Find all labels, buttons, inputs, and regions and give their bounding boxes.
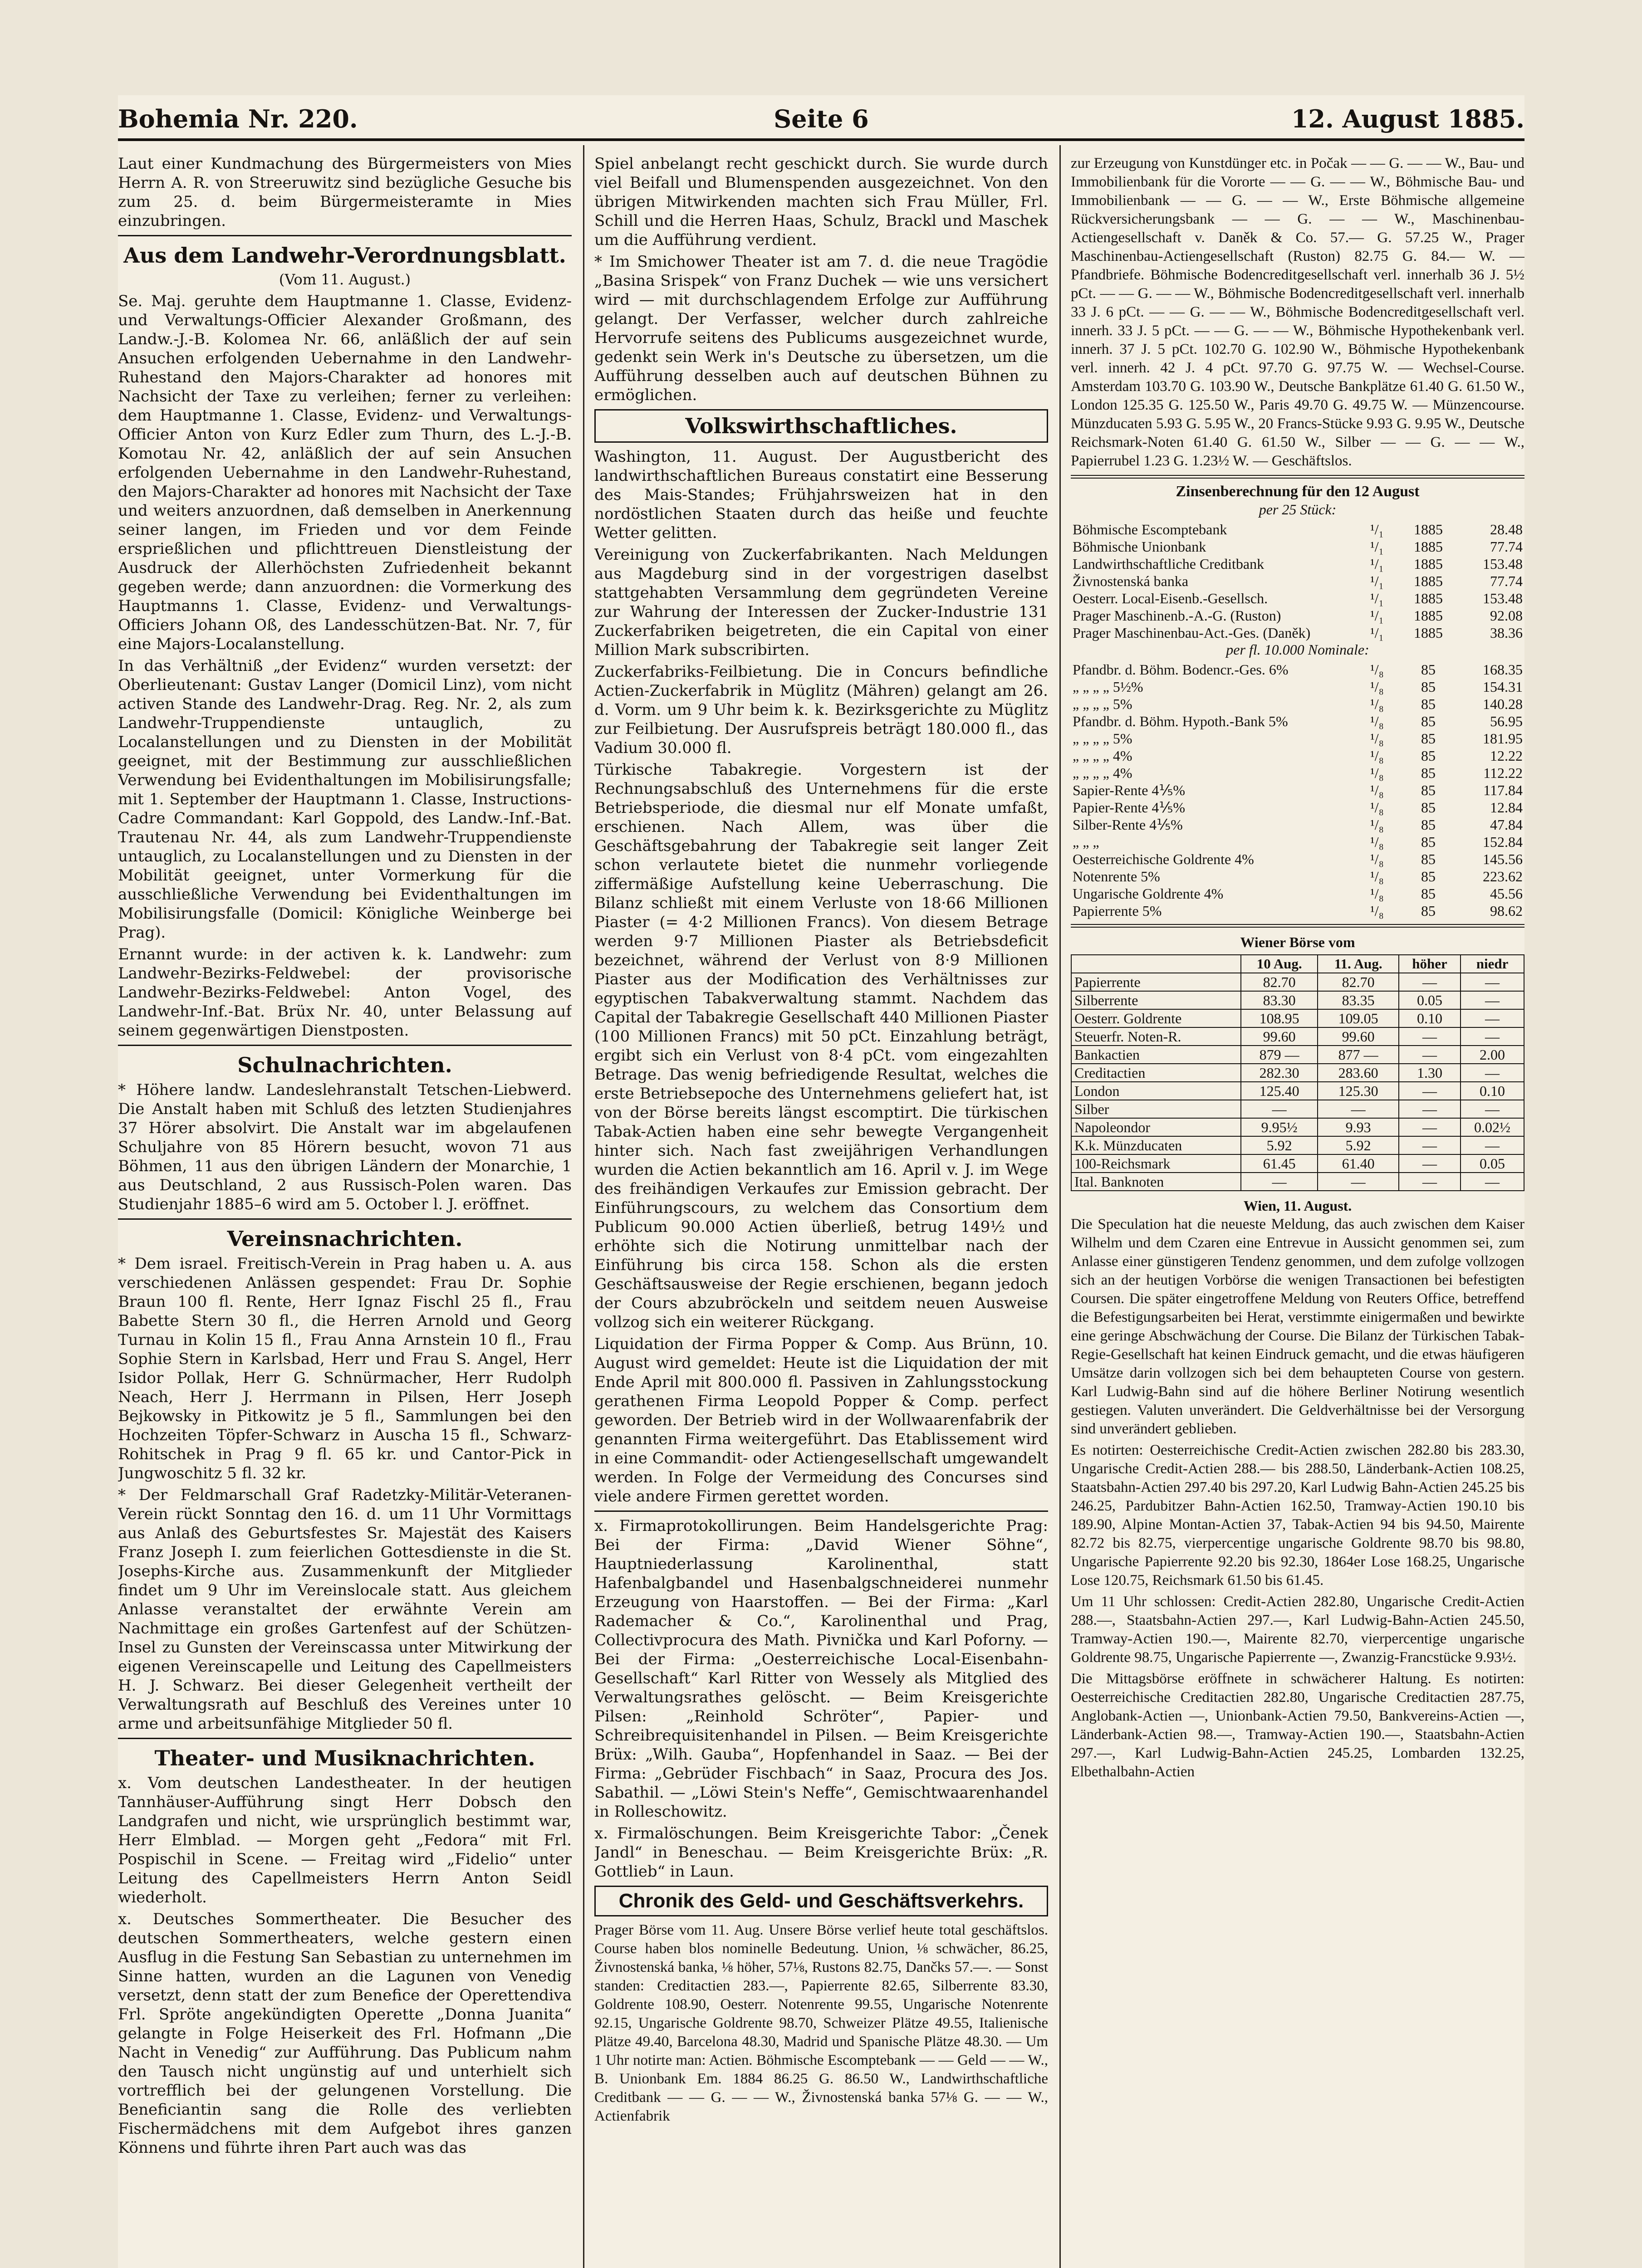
table-cell: 1885 xyxy=(1414,556,1443,572)
section-title: Aus dem Landwehr-Verordnungsblatt. xyxy=(123,243,566,268)
newspaper-page xyxy=(118,95,1524,2268)
table-cell: 2.00 xyxy=(1461,1046,1524,1064)
table-cell: — xyxy=(1461,991,1524,1009)
table-cell: 5.92 xyxy=(1318,1136,1399,1154)
page-number: Seite 6 xyxy=(774,104,869,133)
table-cell: 283.60 xyxy=(1318,1064,1399,1082)
interest-table xyxy=(1071,521,1524,641)
table-row xyxy=(1071,695,1524,713)
article-text: Liquidation der Firma Popper & Comp. Aus Brünn, 10. August wird gemeldet: Heute ist die Liquidation der mit Ende April mit 800.000 fl. Passiven in Zahlungsstockung gerathenen Firma Leopold Popper & Comp. perfect geworden. Der Betrieb wird in der Wollwaarenfabrik der genannten Firma weitergeführt. Das Etablissement wird in eine Commandit- oder Actiengesellschaft umgewandelt werden. In Folge der Vermeidung des Concurses sind viele andere Firmen gerettet worden. xyxy=(594,1335,1048,1505)
table-cell: 9.95½ xyxy=(1241,1118,1318,1136)
column-header: niedr xyxy=(1461,955,1524,973)
table-cell: 5.92 xyxy=(1241,1136,1318,1154)
table-cell: 77.74 xyxy=(1490,573,1523,589)
table-row xyxy=(1071,1064,1524,1082)
table-cell: — xyxy=(1399,1136,1461,1154)
table-cell: 145.56 xyxy=(1483,851,1523,867)
table-row xyxy=(1071,782,1524,799)
table-cell: Pfandbr. d. Böhm. Hypoth.-Bank 5% xyxy=(1073,713,1288,729)
table-cell: — xyxy=(1461,1064,1524,1082)
table-cell: 85 xyxy=(1421,799,1436,816)
table-row xyxy=(1071,747,1524,764)
table-subtitle: per fl. 10.000 Nominale: xyxy=(1226,641,1369,658)
table-cell: — xyxy=(1399,1173,1461,1191)
table-row xyxy=(1071,555,1524,572)
table-cell: Oesterr. Goldrente xyxy=(1071,1009,1241,1027)
page-header xyxy=(118,95,1524,141)
table-cell: 85 xyxy=(1421,903,1436,919)
article-text: Laut einer Kundmachung des Bürgermeisters von Mies Herrn A. R. von Streeruwitz sind bezügliche Gesuche bis zum 25. d. beim Bürgermeisteramte in Mies einzubringen. xyxy=(118,155,572,230)
table-row xyxy=(1071,1100,1524,1118)
section-title: Chronik des Geld- und Geschäftsverkehrs. xyxy=(618,1890,1024,1912)
table-cell: Živnostenská banka xyxy=(1073,573,1189,589)
divider xyxy=(1071,924,1524,928)
table-cell: Böhmische Unionbank xyxy=(1073,538,1206,555)
table-cell: ¹/₈ xyxy=(1370,816,1384,833)
table-cell: Papier-Rente 4⅕% xyxy=(1073,799,1186,816)
table-cell: 152.84 xyxy=(1483,834,1523,850)
table-cell: 85 xyxy=(1421,868,1436,885)
table-cell: 85 xyxy=(1421,765,1436,781)
table-cell: 0.10 xyxy=(1399,1009,1461,1027)
table-row xyxy=(1071,991,1524,1009)
column-header: 10 Aug. xyxy=(1241,955,1318,973)
dateline: Wien, 11. August. xyxy=(1243,1198,1352,1214)
table-cell: 47.84 xyxy=(1490,816,1523,833)
table-row xyxy=(1071,850,1524,868)
table-cell: 108.95 xyxy=(1241,1009,1318,1027)
table-cell: ¹/₈ xyxy=(1370,696,1384,712)
table-cell: 168.35 xyxy=(1483,661,1523,678)
table-cell: „ „ „ „ 5% xyxy=(1073,730,1132,747)
table-cell: 85 xyxy=(1421,782,1436,798)
table-cell: 1885 xyxy=(1414,590,1443,606)
column-rule xyxy=(583,145,584,2268)
table-cell: 100-Reichsmark xyxy=(1071,1154,1241,1173)
table-cell: Oesterr. Local-Eisenb.-Gesellsch. xyxy=(1073,590,1268,606)
table-cell: Steuerfr. Noten-R. xyxy=(1071,1027,1241,1046)
divider xyxy=(1071,475,1524,479)
table-row xyxy=(1071,816,1524,833)
table-cell: 282.30 xyxy=(1241,1064,1318,1082)
table-cell: ¹/₁ xyxy=(1370,607,1384,624)
table-cell: 1885 xyxy=(1414,538,1443,555)
table-cell: 181.95 xyxy=(1483,730,1523,747)
article-text: x. Deutsches Sommertheater. Die Besucher des deutschen Sommertheaters, welche gestern einen Ausflug in die Festung San Sebastian zu unternehmen im Sinne hatten, wurden an die Lagunen von Venedig versetzt, denn statt der zum Benefice der Operettendiva Frl. Spröte angekündigten Operette „Donna Juanita“ gelangte in Folge Heiserkeit des Frl. Hofmann „Die Nacht in Venedig“ zur Aufführung. Das Publicum nahm den Tausch nicht ungünstig auf und unterhielt sich vortrefflich bei der gelungenen Vorstellung. Die Beneficiantin sang die Rolle des verliebten Fischermädchens mit dem Aufgebot ihres ganzen Könnens und führte ihren Part auch was das xyxy=(118,1910,572,2157)
table-cell: 45.56 xyxy=(1490,885,1523,902)
table-cell: — xyxy=(1461,973,1524,991)
section-title: Schulnachrichten. xyxy=(237,1053,452,1077)
table-cell: 85 xyxy=(1421,885,1436,902)
table-cell: K.k. Münzducaten xyxy=(1071,1136,1241,1154)
table-cell: — xyxy=(1399,1046,1461,1064)
article-text: x. Firmalöschungen. Beim Kreisgerichte Tabor: „Čenek Jandl“ in Beneschau. — Beim Kreisgerichte Brüx: „R. Gottlieb“ in Laun. xyxy=(594,1824,1048,1881)
dateline: (Vom 11. August.) xyxy=(279,271,411,288)
article-text: Prager Börse vom 11. Aug. Unsere Börse verlief heute total geschäftslos. Course haben blos nominelle Bedeutung. Union, ⅛ schwächer, 86.25, Živnostenská banka, ⅛ höher, 57⅛, Rustons 82.75, Dančks 57.—. — Sonst standen: Creditactien 283.—, Papierrente 82.65, Silberrente 83.30, Goldrente 108.90, Oesterr. Notenrente 99.55, Ungarische Notenrente 92.15, Ungarische Goldrente 98.70, Schweizer Plätze 49.55, Italienische Plätze 49.40, Barcelona 48.30, Madrid und Spanische Plätze 48.30. — Um 1 Uhr notirte man: Actien. Böhmische Escomptebank — — Geld — — W., B. Unionbank Em. 1884 86.25 G. 86.50 W., Landwirthschaftliche Creditbank — — G. — — W., Živnostenská banka 57⅛ G. — — W., Actienfabrik xyxy=(594,1922,1048,2124)
table-cell: 38.36 xyxy=(1490,625,1523,641)
article-text: * Höhere landw. Landeslehranstalt Tetschen-Liebwerd. Die Anstalt haben mit Schluß des letzten Studienjahres 37 Hörer absolvirt. Die Anstalt war im abgelaufenen Schuljahre von 85 Hörern besucht, wovon 71 aus Böhmen, 11 aus den übrigen Ländern der Monarchie, 1 aus Deutschland, 2 aus Russisch-Polen waren. Das Studienjahr 1885–6 wird am 5. October l. J. eröffnet. xyxy=(118,1081,572,1213)
table-cell: 223.62 xyxy=(1483,868,1523,885)
column-1 xyxy=(118,154,572,2268)
table-cell: — xyxy=(1318,1100,1399,1118)
section-title: Volkswirthschaftliches. xyxy=(685,414,957,438)
column-rule xyxy=(1059,145,1061,2268)
table-row xyxy=(1071,1082,1524,1100)
table-row xyxy=(1071,868,1524,885)
article-text: Spiel anbelangt recht geschickt durch. Sie wurde durch viel Beifall und Blumenspenden ausgezeichnet. Von den übrigen Mitwirkenden machten sich Frau Müller, Frl. Schill und die Herren Haas, Schulz, Brackl und Maschek um die Aufführung verdient. xyxy=(594,155,1048,249)
table-cell: ¹/₈ xyxy=(1370,765,1384,781)
table-cell: 117.84 xyxy=(1483,782,1523,798)
table-cell: Silberrente xyxy=(1071,991,1241,1009)
table-cell: 83.35 xyxy=(1318,991,1399,1009)
table-row xyxy=(1071,661,1524,678)
table-row xyxy=(1071,1173,1524,1191)
table-cell: 0.05 xyxy=(1461,1154,1524,1173)
table-row xyxy=(1071,799,1524,816)
table-cell: Landwirthschaftliche Creditbank xyxy=(1073,556,1265,572)
table-cell: — xyxy=(1461,1009,1524,1027)
table-cell: 1885 xyxy=(1414,625,1443,641)
section-title: Vereinsnachrichten. xyxy=(227,1227,463,1251)
table-cell: Silber xyxy=(1071,1100,1241,1118)
table-cell: — xyxy=(1241,1100,1318,1118)
vienna-exchange-table xyxy=(1071,954,1524,1191)
table-cell: Ital. Banknoten xyxy=(1071,1173,1241,1191)
table-cell: 99.60 xyxy=(1241,1027,1318,1046)
table-cell: — xyxy=(1399,1027,1461,1046)
table-cell: ¹/₈ xyxy=(1370,782,1384,798)
table-cell: ¹/₈ xyxy=(1370,868,1384,885)
article-text: * Im Smichower Theater ist am 7. d. die neue Tragödie „Basina Srispek“ von Franz Duchek — wie uns versichert wird — mit durchschlagendem Erfolge zur Aufführung gelangt. Der Verfasser, welcher durch zahlreiche Hervorrufe seitens des Publicums ausgezeichnet wurde, gedenkt sein Werk in's Deutsche zu übersetzen, um die Aufführung desselben auch auf deutschen Bühnen zu ermöglichen. xyxy=(594,253,1048,404)
table-cell: Napoleondor xyxy=(1071,1118,1241,1136)
table-cell: — xyxy=(1399,1154,1461,1173)
table-cell: Papierrente xyxy=(1071,973,1241,991)
table-row xyxy=(1071,730,1524,747)
table-cell: 85 xyxy=(1421,713,1436,729)
table-cell: Prager Maschinenb.-A.-G. (Ruston) xyxy=(1073,607,1281,624)
article-text: Zuckerfabriks-Feilbietung. Die in Concurs befindliche Actien-Zuckerfabrik in Müglitz (Mähren) gelangt am 26. d. Vorm. um 9 Uhr beim k. k. Bezirksgerichte zu Müglitz zur Feilbietung. Der Ausrufspreis beträgt 180.000 fl., das Vadium 30.000 fl. xyxy=(594,663,1048,757)
table-cell: — xyxy=(1461,1027,1524,1046)
table-cell: „ „ „ „ 4% xyxy=(1073,765,1132,781)
table-cell: 125.40 xyxy=(1241,1082,1318,1100)
table-cell: Pfandbr. d. Böhm. Bodencr.-Ges. 6% xyxy=(1073,661,1289,678)
table-cell: Silber-Rente 4⅕% xyxy=(1073,816,1183,833)
article-text: Die Speculation hat die neueste Meldung, das auch zwischen dem Kaiser Wilhelm und dem Czaren eine Entrevue in Aussicht genommen sei, zum Anlasse einer günstigeren Tendenz genommen, und dem zufolge vollzogen sich an der heutigen Vorbörse die wenigen Transactionen bei befestigten Coursen. Die später eingetroffene Meldung von Reuters Office, betreffend die Befestigungsarbeiten bei Herat, verstimmte einigermaßen und bewirkte eine geringe Abschwächung der Course. Die Bilanz der Türkischen Tabak-Regie-Gesellschaft hat keinen Eindruck gemacht, und die etwas häufigeren Umsätze darin vollzogen sich bei dem behaupteten Course von gestern. Karl Ludwig-Bahn sind auf die höhere Berliner Notirung wesentlich gestiegen. Valuten unverändert. Die Geldverhältnisse bei der Versorgung sind unverändert geblieben. xyxy=(1071,1216,1524,1437)
table-cell: Ungarische Goldrente 4% xyxy=(1073,885,1224,902)
table-cell: 85 xyxy=(1421,816,1436,833)
table-row xyxy=(1071,713,1524,730)
table-cell: 1.30 xyxy=(1399,1064,1461,1082)
table-row xyxy=(1071,521,1524,538)
table-cell: 1885 xyxy=(1414,607,1443,624)
table-cell: 877 — xyxy=(1318,1046,1399,1064)
table-cell: 83.30 xyxy=(1241,991,1318,1009)
table-cell: ¹/₈ xyxy=(1370,661,1384,678)
section-title-box xyxy=(594,409,1048,443)
table-row xyxy=(1071,973,1524,991)
article-text: Ernannt wurde: in der activen k. k. Landwehr: zum Landwehr-Bezirks-Feldwebel: der provisorische Landwehr-Bezirks-Feldwebel: Anton Vogel, des Landwehr-Inf.-Bat. Brüx Nr. 40, unter Belassung auf seinem gegenwärtigen Dienstposten. xyxy=(118,945,572,1040)
article-text: Um 11 Uhr schlossen: Credit-Actien 282.80, Ungarische Credit-Actien 288.—, Staatsbahn-Actien 297.—, Karl Ludwig-Bahn-Actien 245.50, Tramway-Actien 190.—, Mairente 82.70, vierpercentige ungarische Goldrente 98.75, Ungarische Papierrente —, Zwanzig-Francstücke 9.93½. xyxy=(1071,1593,1524,1666)
column-header: 11. Aug. xyxy=(1318,955,1399,973)
table-cell: 85 xyxy=(1421,696,1436,712)
table-cell: 82.70 xyxy=(1318,973,1399,991)
table-cell: ¹/₈ xyxy=(1370,799,1384,816)
table-cell: ¹/₁ xyxy=(1370,590,1384,606)
divider xyxy=(118,235,572,236)
article-text: Vereinigung von Zuckerfabrikanten. Nach Meldungen aus Magdeburg sind in der vorgestrigen daselbst stattgehabten Versammlung dem gegründeten Vereine zur Wahrung der Interessen der Zucker-Industrie 131 Zuckerfabriken beigetreten, die ein Capital von einer Million Mark subscribirten. xyxy=(594,546,1048,659)
table-cell: 9.93 xyxy=(1318,1118,1399,1136)
table-row xyxy=(1071,885,1524,902)
table-cell: — xyxy=(1399,1100,1461,1118)
table-row xyxy=(1071,607,1524,624)
article-text: zur Erzeugung von Kunstdünger etc. in Počak — — G. — — W., Bau- und Immobilienbank für die Vororte — — G. — — W., Böhmische Bau- und Immobilienbank — — G. — — W., Erste Böhmische allgemeine Rückversicherungsbank — — G. — — W., Maschinenbau-Actiengesellschaft v. Daněk & Co. 57.— G. 57.25 W., Prager Maschinenbau-Actiengesellschaft (Ruston) 82.75 G. 84.— W. — Pfandbriefe. Böhmische Bodencreditgesellschaft verl. innerhalb 36 J. 5½ pCt. — — G. — — W., Böhmische Bodencreditgesellschaft verl. innerhalb 33 J. 6 pCt. — — G. — — W., Böhmische Bodencreditgesellschaft verl. innerh. 33 J. 5 pCt. — — G. — — W., Böhmische Hypothekenbank verl. innerh. 37 J. 5 pCt. 102.70 G. 102.90 W., Böhmische Hypothekenbank verl. innerh. 42 J. 4 pCt. 97.70 G. 97.75 W. — Wechsel-Course. Amsterdam 103.70 G. 103.90 W., Deutsche Bankplätze 61.40 G. 61.50 W., London 125.35 G. 125.50 W., Paris 49.70 G. 49.75 W. — Münzencourse. Münzducaten 5.93 G. 5.95 W., 20 Francs-Stücke 9.93 G. 9.95 W., Deutsche Reichsmark-Noten 61.40 G. 61.50 W., Silber — — G. — — W., Papierrubel 1.23 G. 1.23½ W. — Geschäftslos. xyxy=(1071,155,1524,469)
table-row xyxy=(1071,1136,1524,1154)
table-cell: 153.48 xyxy=(1483,556,1523,572)
table-cell: „ „ „ „ 5% xyxy=(1073,696,1132,712)
table-cell: 125.30 xyxy=(1318,1082,1399,1100)
table-cell: 154.31 xyxy=(1483,679,1523,695)
table-cell: 77.74 xyxy=(1490,538,1523,555)
section-title-box xyxy=(594,1886,1048,1916)
table-cell: 879 — xyxy=(1241,1046,1318,1064)
table-cell: 85 xyxy=(1421,730,1436,747)
article-text: Die Mittagsbörse eröffnete in schwächerer Haltung. Es notirten: Oesterreichische Creditactien 282.80, Ungarische Creditactien 287.75, Anglobank-Actien —, Unionbank-Actien 79.50, Bankvereins-Actien —, Länderbank-Actien 98.—, Tramway-Actien 190.—, Staatsbahn-Actien 297.—, Karl Ludwig-Bahn-Actien 245.25, Lombarden 132.25, Elbethalbahn-Actien xyxy=(1071,1671,1524,1780)
table-row xyxy=(1071,764,1524,782)
table-cell: ¹/₈ xyxy=(1370,834,1384,850)
table-cell: 85 xyxy=(1421,661,1436,678)
table-cell: Notenrente 5% xyxy=(1073,868,1160,885)
table-cell: Sapier-Rente 4⅕% xyxy=(1073,782,1186,798)
table-cell: 85 xyxy=(1421,748,1436,764)
table-cell: ¹/₁ xyxy=(1370,556,1384,572)
table-cell: ¹/₈ xyxy=(1370,713,1384,729)
table-cell: — xyxy=(1461,1173,1524,1191)
table-cell: ¹/₈ xyxy=(1370,730,1384,747)
table-cell: 56.95 xyxy=(1490,713,1523,729)
paper-issue: Bohemia Nr. 220. xyxy=(118,104,358,133)
column-3 xyxy=(1071,154,1524,2268)
table-cell: Creditactien xyxy=(1071,1064,1241,1082)
divider xyxy=(118,1218,572,1220)
table-cell: — xyxy=(1399,973,1461,991)
table-cell: 82.70 xyxy=(1241,973,1318,991)
table-cell: Oesterreichische Goldrente 4% xyxy=(1073,851,1254,867)
table-cell: ¹/₈ xyxy=(1370,679,1384,695)
table-cell: ¹/₁ xyxy=(1370,573,1384,589)
table-cell: ¹/₈ xyxy=(1370,851,1384,867)
table-title: Zinsenberechnung für den 12 August xyxy=(1176,483,1420,500)
table-subtitle: per 25 Stück: xyxy=(1259,501,1337,518)
table-cell: 153.48 xyxy=(1483,590,1523,606)
table-row xyxy=(1071,1046,1524,1064)
divider xyxy=(118,1738,572,1739)
table-cell: 85 xyxy=(1421,851,1436,867)
table-cell: 0.05 xyxy=(1399,991,1461,1009)
table-cell: 0.02½ xyxy=(1461,1118,1524,1136)
table-row xyxy=(1071,590,1524,607)
section-title: Theater- und Musiknachrichten. xyxy=(154,1746,535,1770)
table-row xyxy=(1071,1154,1524,1173)
article-text: x. Firmaprotokollirungen. Beim Handelsgerichte Prag: Bei der Firma: „David Wiener Söhne“, Hauptniederlassung Karolinenthal, statt Hafenbalgbandel und Hasenbalgschneiderei nunmehr Erzeugung von Haarstoffen. — Bei der Firma: „Karl Rademacher & Co.“, Karolinenthal und Prag, Collectivprocura des Math. Pivnička und Karl Poforny. — Bei der Firma: „Oesterreichische Local-Eisenbahn-Gesellschaft“ Karl Ritter von Wessely als Mitglied des Verwaltungsrathes gelöscht. — Beim Kreisgerichte Pilsen: „Reinhold Schröter“, Papier- und Schreibrequisitenhandel in Pilsen. — Beim Kreisgerichte Brüx: „Wilh. Gauba“, Hopfenhandel in Saaz. — Bei der Firma: „Gebrüder Fischbach“ in Saaz, Procura des Jos. Sabathil. — „Löwi Stein's Neffe“, Gemischtwaarenhandel in Rolleschowitz. xyxy=(594,1517,1048,1821)
table-cell: 85 xyxy=(1421,834,1436,850)
table-cell: — xyxy=(1461,1136,1524,1154)
table-row xyxy=(1071,902,1524,919)
header-rule xyxy=(118,138,1524,141)
article-text: Türkische Tabakregie. Vorgestern ist der Rechnungsabschluß des Unternehmens für die erste Betriebsperiode, die diesmal nur elf Monate umfaßt, erschienen. Nach Allem, was über die Geschäftsgebahrung der Tabakregie seit langer Zeit schon verlautete bietet die nunmehr vorliegende ziffermäßige Aufstellung keine Ueberraschung. Die Bilanz schließt mit einem Verluste von 18·66 Millionen Piaster (= 4·2 Millionen Francs). Von diesem Betrage werden 9·7 Millionen Piaster als Betriebsdeficit bezeichnet, während der Verlust von 8·9 Millionen Piaster aus der Modification des Verhältnisses zur egyptischen Tabakverwaltung stammt. Nachdem das Capital der Tabakregie Gesellschaft 440 Millionen Piaster (100 Millionen Francs) mit 50 pCt. Einzahlung beträgt, ergibt sich ein Verlust von 8·4 pCt. vom eingezahlten Betrage. Das wenig befriedigende Resultat, welches die erste Betriebsepoche des Unternehmens geliefert hat, ist von der Börse bereits längst escomptirt. Die türkischen Tabak-Actien haben eine sehr bewegte Vergangenheit hinter sich. Nach fast zweijährigen Verhandlungen wurden die Actien bekanntlich am 16. April v. J. im Wege des freihändigen Verkaufes zur Emission gebracht. Der Einführungscours, zu welchem das Consortium dem Publicum 90.000 Actien überließ, betrug 149½ und erhöhte sich die Notirung unmittelbar nach der Einführung bis circa 158. Schon als die ersten Geschäftsausweise der Regie erschienen, begann jedoch der Cours abzubröckeln und seitdem neuen Ausweise vollzog sich ein weiterer Rückgang. xyxy=(594,761,1048,1331)
table-cell: Böhmische Escomptebank xyxy=(1073,521,1227,538)
divider xyxy=(118,1045,572,1046)
divider xyxy=(594,1510,1048,1512)
article-text: * Dem israel. Freitisch-Verein in Prag haben u. A. aus verschiedenen Anlässen gespendet: Frau Dr. Sophie Braun 100 fl. Rente, Herr Ignaz Fischl 25 fl., Frau Babette Stern 30 fl., die Herren Arnold und Georg Turnau in Kolin 15 fl., Frau Anna Arnstein 10 fl., Frau Sophie Stern in Karlsbad, Herr und Frau S. Angel, Herr Isidor Pollak, Herr G. Schnürmacher, Herr Rudolph Neach, Herr J. Herrmann in Pilsen, Herr Joseph Bejkowsky in Pitkowitz je 5 fl., Sammlungen bei den Hochzeiten Töpfer-Schwarz in Auscha 15 fl., Schwarz-Rohitschek in Prag 9 fl. 65 kr. und Cantor-Pick in Jungwoschitz 5 fl. 32 kr. xyxy=(118,1255,572,1482)
interest-table xyxy=(1071,661,1524,919)
table-title: Wiener Börse vom xyxy=(1240,934,1355,950)
table-cell: 1885 xyxy=(1414,573,1443,589)
table-cell: 28.48 xyxy=(1490,521,1523,538)
table-cell: 12.22 xyxy=(1490,748,1523,764)
table-cell: Papierrente 5% xyxy=(1073,903,1162,919)
table-cell: 140.28 xyxy=(1483,696,1523,712)
table-cell: Prager Maschinenbau-Act.-Ges. (Daněk) xyxy=(1073,625,1311,641)
table-cell: 109.05 xyxy=(1318,1009,1399,1027)
table-cell: „ „ „ „ 5½% xyxy=(1073,679,1143,695)
table-cell: 61.45 xyxy=(1241,1154,1318,1173)
table-row xyxy=(1071,1009,1524,1027)
table-cell: — xyxy=(1399,1118,1461,1136)
table-cell: — xyxy=(1318,1173,1399,1191)
table-cell: — xyxy=(1399,1082,1461,1100)
table-cell: 1885 xyxy=(1414,521,1443,538)
article-text: * Der Feldmarschall Graf Radetzky-Militär-Veteranen-Verein rückt Sonntag den 16. d. um 11 Uhr Vormittags aus Anlaß des Geburtsfestes Sr. Majestät des Kaisers Franz Joseph I. zum feierlichen Gottesdienste in die St. Josephs-Kirche aus. Zusammenkunft der Mitglieder findet um 9 Uhr im Vereinslocale statt. Aus gleichem Anlasse veranstaltet der erwähnte Verein am Nachmittage ein großes Gartenfest auf der Schützen-Insel zu Gunsten der Vereinscassa unter Mitwirkung der eigenen Vereinscapelle und Leitung des Capellmeisters H. J. Schwarz. Bei dieser Gelegenheit vertheilt der Verwaltungsrath auf Beschluß des Vereines unter 10 arme und arbeitsunfähige Mitglieder 50 fl. xyxy=(118,1486,572,1733)
article-text: Se. Maj. geruhte dem Hauptmanne 1. Classe, Evidenz- und Verwaltungs-Officier Alexander Großmann, des Landw.-J.-B. Kolomea Nr. 66, anläßlich der auf sein Ansuchen erfolgenden Uebernahme in den Landwehr-Ruhestand den Majors-Charakter ad honores mit Nachsicht der Taxe zu verleihen; ferner zu verleihen: dem Hauptmanne 1. Classe, Evidenz- und Verwaltungs-Officier Anton von Kurz Edler zum Thurn, des L.-J.-B. Komotau Nr. 42, anläßlich der auf sein Ansuchen erfolgenden Uebernahme in den Landwehr-Ruhestand, den Majors-Charakter ad honores mit Nachsicht der Taxe und weiters anzuordnen, daß demselben in Anerkennung seiner langen, im Frieden und vor dem Feinde ersprießlichen und pflichttreuen Dienstleistung der Ausdruck der Allerhöchsten Zufriedenheit bekannt gegeben werde; dann anzuordnen: die Vormerkung des Hauptmanns 1. Classe, Evidenz- und Verwaltungs-Officiers Johann Oß, des Landesschützen-Bat. Nr. 7, für eine Majors-Localanstellung. xyxy=(118,292,572,653)
table-row xyxy=(1071,624,1524,641)
table-cell: ¹/₈ xyxy=(1370,748,1384,764)
table-cell: „ „ „ „ 4% xyxy=(1073,748,1132,764)
table-cell: 99.60 xyxy=(1318,1027,1399,1046)
table-cell: 92.08 xyxy=(1490,607,1523,624)
table-cell: ¹/₁ xyxy=(1370,625,1384,641)
table-cell: — xyxy=(1241,1173,1318,1191)
table-cell: ¹/₁ xyxy=(1370,538,1384,555)
table-row xyxy=(1071,833,1524,850)
column-header: höher xyxy=(1399,955,1461,973)
article-text: Washington, 11. August. Der Augustbericht des landwirthschaftlichen Bureaus constatirt eine Besserung des Mais-Standes; Frühjahrsweizen hat in den nordöstlichen Staaten durch das heiße und feuchte Wetter gelitten. xyxy=(594,448,1048,542)
table-cell: 61.40 xyxy=(1318,1154,1399,1173)
table-row xyxy=(1071,572,1524,590)
table-cell: ¹/₈ xyxy=(1370,885,1384,902)
table-cell: 0.10 xyxy=(1461,1082,1524,1100)
table-row xyxy=(1071,678,1524,695)
issue-date: 12. August 1885. xyxy=(1291,104,1524,133)
table-cell: 98.62 xyxy=(1490,903,1523,919)
column-2 xyxy=(594,154,1048,2268)
table-cell: 112.22 xyxy=(1483,765,1523,781)
table-cell: 85 xyxy=(1421,679,1436,695)
table-cell: — xyxy=(1461,1100,1524,1118)
table-cell: „ „ „ xyxy=(1073,834,1099,850)
table-cell: London xyxy=(1071,1082,1241,1100)
article-text: x. Vom deutschen Landestheater. In der heutigen Tannhäuser-Aufführung singt Herr Dobsch den Landgrafen und nicht, wie ursprünglich bestimmt war, Herr Elmblad. — Morgen geht „Fedora“ mit Frl. Pospischil in Scene. — Freitag wird „Fidelio“ unter Leitung des Capellmeisters Herrn Anton Seidl wiederholt. xyxy=(118,1774,572,1906)
table-row xyxy=(1071,1027,1524,1046)
table-cell: ¹/₈ xyxy=(1370,903,1384,919)
column-header xyxy=(1071,955,1241,973)
article-text: In das Verhältniß „der Evidenz“ wurden versetzt: der Oberlieutenant: Gustav Langer (Domicil Linz), vom nicht activen Stande des Landwehr-Drag. Reg. Nr. 2, als zum Landwehr-Truppendienste untauglich, zu Localanstellungen und zu Diensten in der Mobilität geeignet, mit der Bestimmung zur ausschließlichen Verwendung bei Evidenthaltungen im Mobilisirungsfalle; mit 1. September der Hauptmann 1. Classe, Instructions-Cadre Commandant: Karl Goppold, des Landw.-Inf.-Bat. Trautenau Nr. 44, als zum Landwehr-Truppendienste untauglich, zu Localanstellungen und zu Diensten in der Mobilität geeignet, unter Vormerkung für die ausschließliche Verwendung bei Evidenthaltungen im Mobilisirungsfalle (Domicil: Königliche Weinberge bei Prag). xyxy=(118,657,572,942)
table-cell: Bankactien xyxy=(1071,1046,1241,1064)
table-row xyxy=(1071,1118,1524,1136)
table-cell: ¹/₁ xyxy=(1370,521,1384,538)
table-row xyxy=(1071,538,1524,555)
article-text: Es notirten: Oesterreichische Credit-Actien zwischen 282.80 bis 283.30, Ungarische Credit-Actien 288.— bis 288.50, Länderbank-Actien 108.25, Staatsbahn-Actien 297.40 bis 297.20, Karl Ludwig Bahn-Actien 245.25 bis 246.25, Pardubitzer Bahn-Actien 162.50, Tramway-Actien 190.10 bis 189.90, Alpine Montan-Actien 37, Tabak-Actien 94 bis 94.50, Mairente 82.72 bis 82.75, vierpercentige ungarische Goldrente 98.70 bis 98.80, Ungarische Papierrente 92.20 bis 92.30, 1864er Lose 168.25, Ungarische Lose 120.75, Reichsmark 61.50 bis 61.45. xyxy=(1071,1442,1524,1589)
table-cell: 12.84 xyxy=(1490,799,1523,816)
